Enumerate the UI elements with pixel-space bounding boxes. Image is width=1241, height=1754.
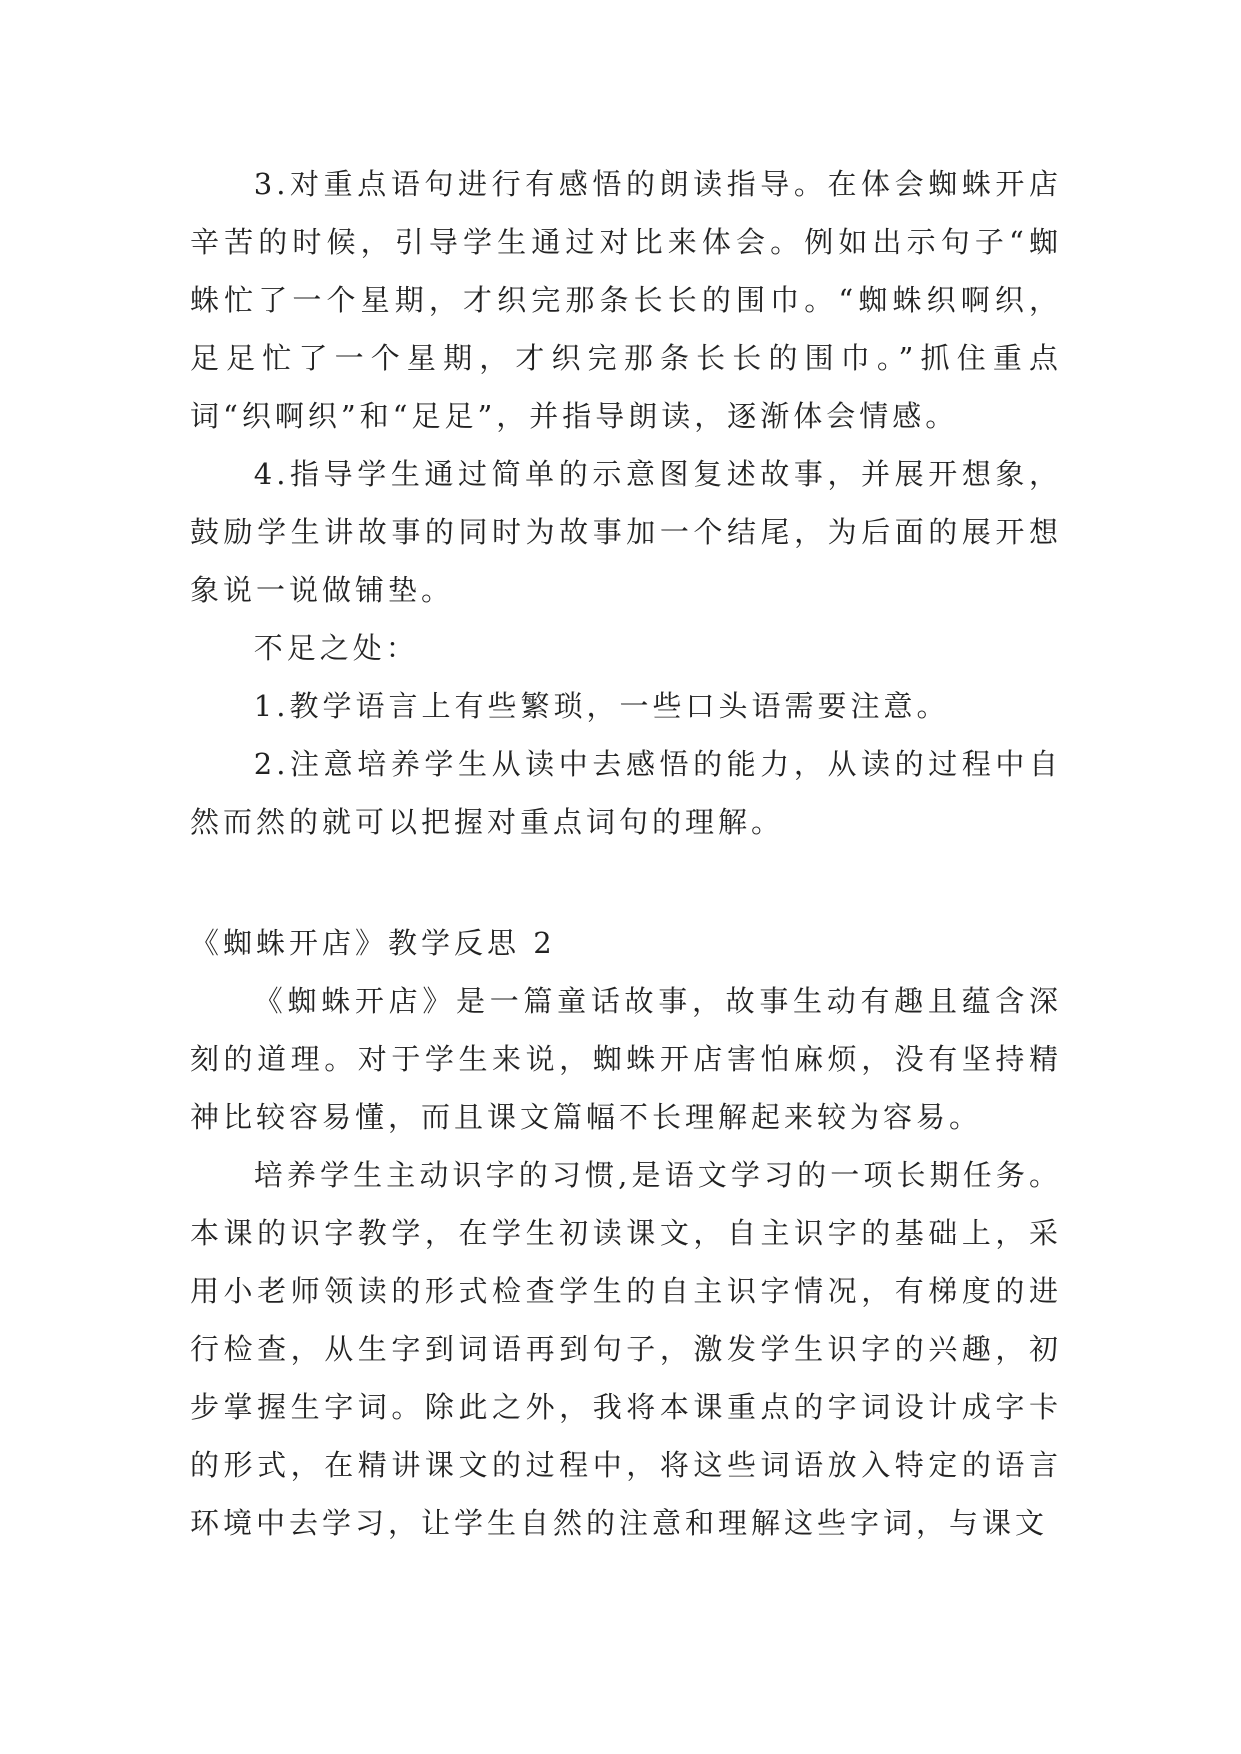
paragraph-shortcomings-heading: 不足之处： — [253, 631, 419, 665]
paragraph-point-4: 4.指导学生通过简单的示意图复述故事，并展开想象，鼓励学生讲故事的同时为故事加一个结尾，为后面的展开想象说一说做铺垫。 — [190, 457, 1062, 607]
paragraph-intro: 《蜘蛛开店》是一篇童话故事，故事生动有趣且蕴含深刻的道理。对于学生来说，蜘蛛开店害怕麻烦，没有坚持精神比较容易懂，而且课文篇幅不长理解起来较为容易。 — [190, 984, 1062, 1134]
section-title: 《蜘蛛开店》教学反思 2 — [190, 926, 556, 960]
reflection-1-continued — [190, 155, 1062, 851]
paragraph-shortcoming-1: 1.教学语言上有些繁琐，一些口头语需要注意。 — [253, 689, 950, 723]
paragraph-shortcoming-2: 2.注意培养学生从读中去感悟的能力，从读的过程中自然而然的就可以把握对重点词句的理解。 — [190, 747, 1062, 839]
paragraph-literacy: 培养学生主动识字的习惯,是语文学习的一项长期任务。本课的识字教学，在学生初读课文，自主识字的基础上，采用小老师领读的形式检查学生的自主识字情况，有梯度的进行检查，从生字到词语再到句子，激发学生识字的兴趣，初步掌握生字词。除此之外，我将本课重点的字词设计成字卡的形式，在精讲课文的过程中，将这些词语放入特定的语言环境中去学习，让学生自然的注意和理解这些字词，与课文 — [190, 1158, 1062, 1540]
reflection-2-body — [190, 972, 1062, 1552]
paragraph-point-3: 3.对重点语句进行有感悟的朗读指导。在体会蜘蛛开店辛苦的时候，引导学生通过对比来体会。例如出示句子“蜘蛛忙了一个星期，才织完那条长长的围巾。“蜘蛛织啊织，足足忙了一个星期，才织完那条长长的围巾。”抓住重点词“织啊织”和“足足”，并指导朗读，逐渐体会情感。 — [190, 167, 1062, 433]
